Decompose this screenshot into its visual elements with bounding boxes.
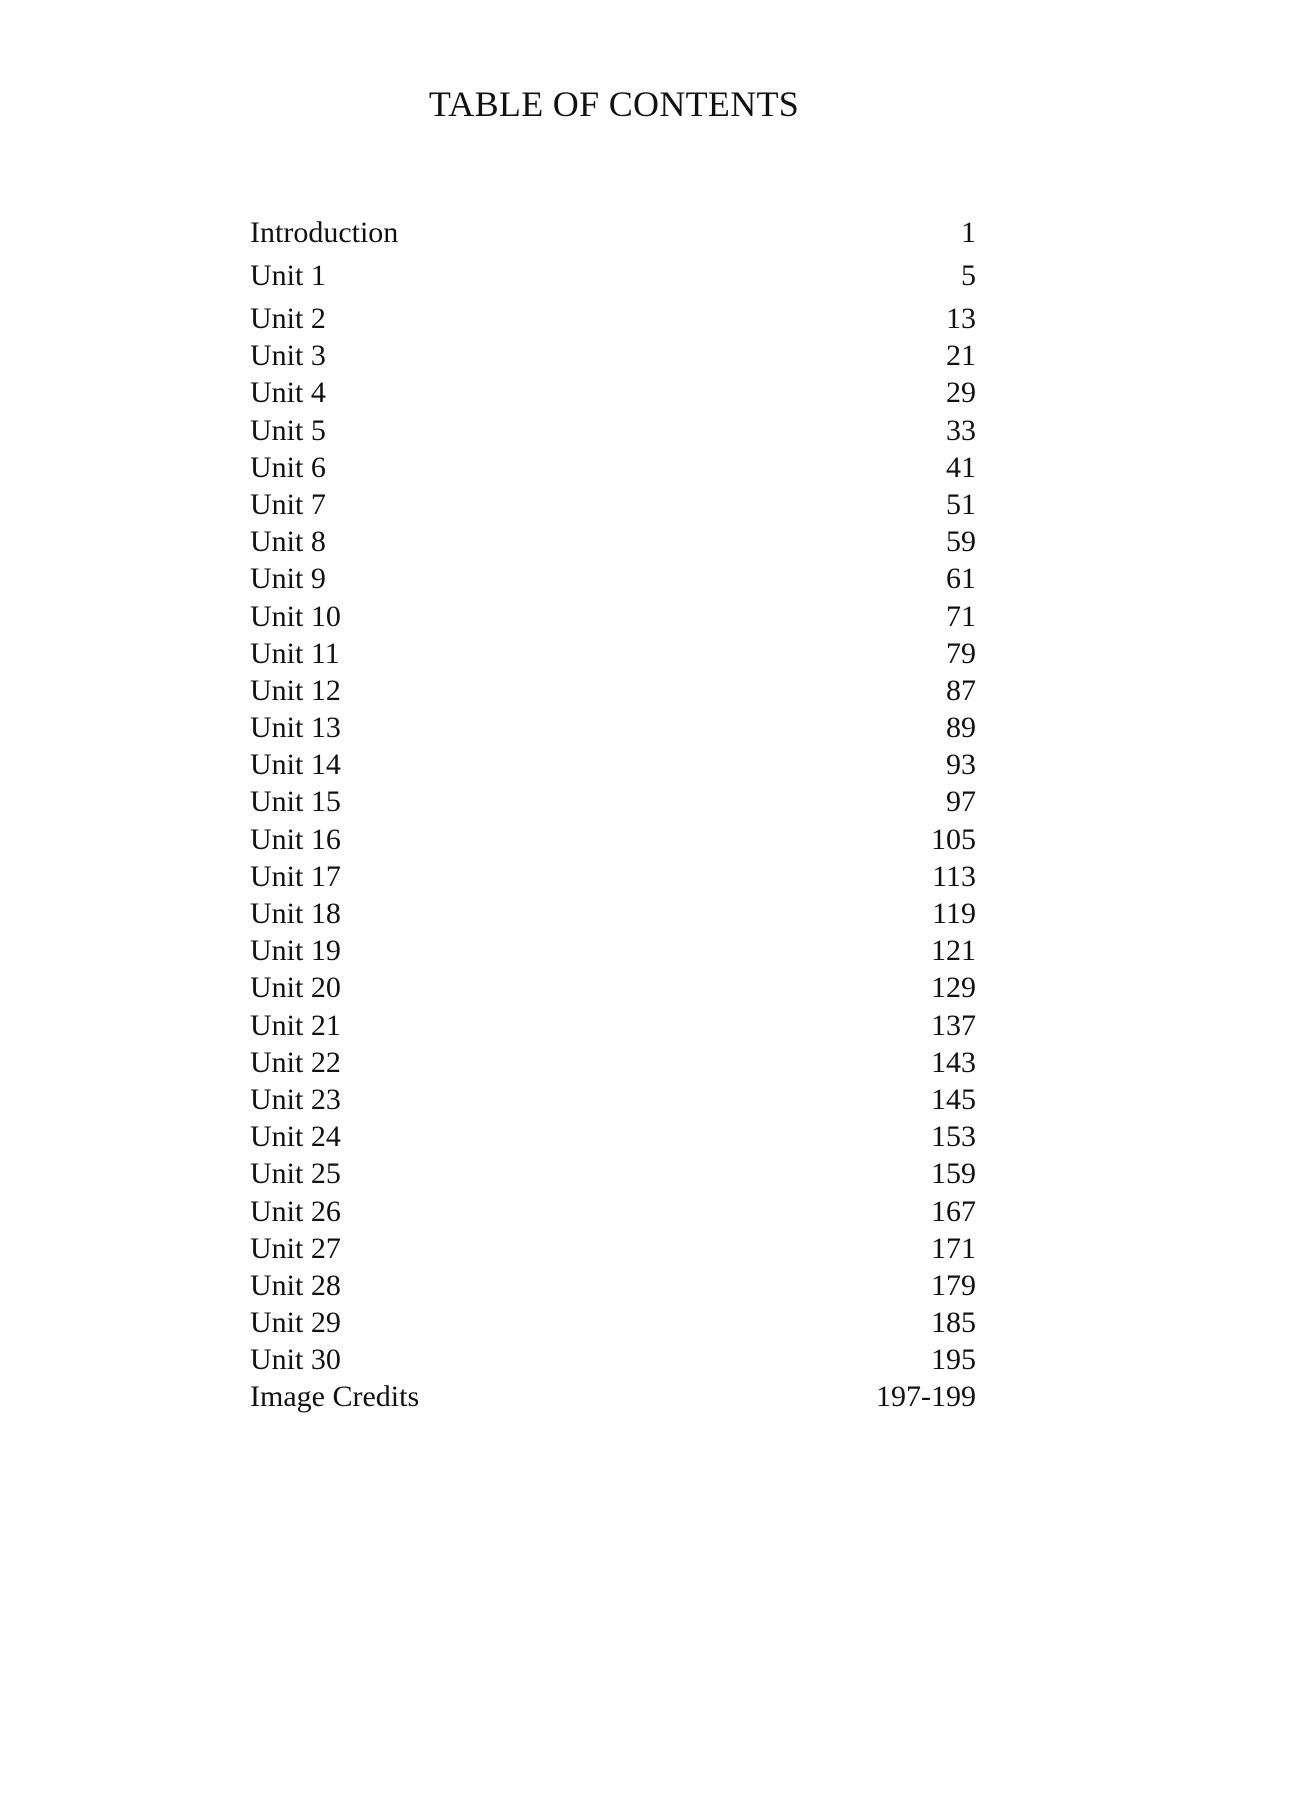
toc-entry (250, 783, 976, 820)
toc-entry-page: 5 (961, 259, 976, 292)
toc-entry-page: 59 (946, 525, 976, 559)
toc-entry (250, 672, 976, 709)
toc-entry (250, 1304, 976, 1341)
toc-entry (250, 969, 976, 1006)
page-title: TABLE OF CONTENTS (428, 84, 800, 124)
toc-entry (250, 1378, 976, 1415)
toc-entry-page: 1 (961, 216, 976, 249)
toc-entry (250, 1230, 976, 1267)
toc-entry (250, 932, 976, 969)
toc-entry-label: Unit 7 (250, 487, 326, 521)
toc-entry (250, 337, 976, 374)
toc-entry-label: Unit 11 (250, 636, 340, 670)
toc-entry (250, 374, 976, 411)
toc-entry-label: Unit 19 (250, 934, 341, 968)
toc-entry (250, 1155, 976, 1192)
toc-entry-label: Unit 2 (250, 302, 326, 335)
toc-entry-label: Unit 10 (250, 599, 341, 633)
toc-entry-page: 71 (946, 599, 976, 633)
toc-entry (250, 449, 976, 486)
toc-entry-label: Unit 8 (250, 525, 326, 559)
toc-entry-page: 61 (946, 562, 976, 596)
toc-entry-label: Unit 30 (250, 1343, 341, 1377)
toc-entry-page: 171 (931, 1231, 976, 1265)
toc-entry-page: 113 (932, 859, 976, 893)
toc-entry-label: Unit 29 (250, 1306, 341, 1340)
toc-entry-label: Unit 14 (250, 748, 341, 782)
toc-entry (250, 1081, 976, 1118)
toc-entry (250, 709, 976, 746)
toc-entry (250, 412, 976, 449)
toc-entry-label: Unit 28 (250, 1268, 341, 1302)
toc-entry-label: Unit 25 (250, 1157, 341, 1191)
toc-entry (250, 746, 976, 783)
toc-entry-label: Unit 17 (250, 859, 341, 893)
toc-entry-page: 97 (946, 785, 976, 819)
toc-entry-page: 195 (931, 1343, 976, 1377)
toc-entry-label: Unit 4 (250, 376, 326, 410)
toc-entry-page: 197-199 (876, 1380, 976, 1414)
toc-entry (250, 214, 976, 257)
toc-entry-label: Unit 23 (250, 1082, 341, 1116)
toc-entry (250, 1341, 976, 1378)
toc-entry-page: 79 (946, 636, 976, 670)
toc-entry-page: 153 (931, 1120, 976, 1154)
toc-entry-page: 121 (931, 934, 976, 968)
toc-entry-page: 51 (946, 487, 976, 521)
toc-entry-page: 119 (932, 897, 976, 930)
toc-entry-page: 145 (931, 1082, 976, 1116)
toc-entry (250, 257, 976, 300)
toc-entry (250, 523, 976, 560)
toc-entry (250, 1007, 976, 1044)
toc-entry-label: Unit 6 (250, 450, 326, 484)
toc-entry-label: Unit 1 (250, 259, 326, 292)
toc-entry-label: Unit 9 (250, 562, 326, 596)
toc-list (250, 214, 976, 1416)
toc-entry-label: Unit 27 (250, 1231, 341, 1265)
toc-entry (250, 1044, 976, 1081)
toc-entry-page: 129 (931, 971, 976, 1005)
toc-entry (250, 486, 976, 523)
toc-entry-label: Unit 21 (250, 1008, 341, 1042)
toc-entry (250, 1267, 976, 1304)
toc-entry-page: 159 (931, 1157, 976, 1191)
toc-entry-page: 93 (946, 748, 976, 782)
toc-entry (250, 895, 976, 932)
toc-entry-page: 105 (931, 822, 976, 856)
toc-entry-label: Unit 3 (250, 339, 326, 373)
toc-entry (250, 635, 976, 672)
toc-entry-label: Unit 15 (250, 785, 341, 819)
toc-entry-label: Unit 24 (250, 1120, 341, 1154)
toc-entry-label: Unit 16 (250, 822, 341, 856)
toc-entry-label: Unit 13 (250, 711, 341, 745)
toc-entry (250, 300, 976, 337)
toc-entry-page: 137 (931, 1008, 976, 1042)
toc-entry (250, 1193, 976, 1230)
toc-entry-label: Introduction (250, 216, 399, 249)
toc-entry (250, 858, 976, 895)
toc-entry-page: 13 (946, 302, 976, 335)
toc-entry-page: 143 (931, 1045, 976, 1079)
toc-entry (250, 598, 976, 635)
toc-entry-page: 167 (931, 1194, 976, 1228)
toc-entry-page: 87 (946, 673, 976, 707)
toc-entry-label: Unit 12 (250, 673, 341, 707)
toc-entry-page: 33 (946, 413, 976, 447)
toc-entry-label: Image Credits (250, 1380, 420, 1414)
toc-entry-page: 41 (946, 450, 976, 484)
toc-entry (250, 821, 976, 858)
toc-entry-label: Unit 22 (250, 1045, 341, 1079)
toc-entry-label: Unit 5 (250, 413, 326, 447)
toc-entry-page: 179 (931, 1268, 976, 1302)
toc-entry (250, 1118, 976, 1155)
toc-entry-label: Unit 18 (250, 897, 341, 930)
toc-entry-page: 185 (931, 1306, 976, 1340)
toc-entry (250, 560, 976, 597)
toc-entry-label: Unit 20 (250, 971, 341, 1005)
toc-entry-page: 29 (946, 376, 976, 410)
toc-entry-page: 89 (946, 711, 976, 745)
toc-entry-label: Unit 26 (250, 1194, 341, 1228)
toc-entry-page: 21 (946, 339, 976, 373)
